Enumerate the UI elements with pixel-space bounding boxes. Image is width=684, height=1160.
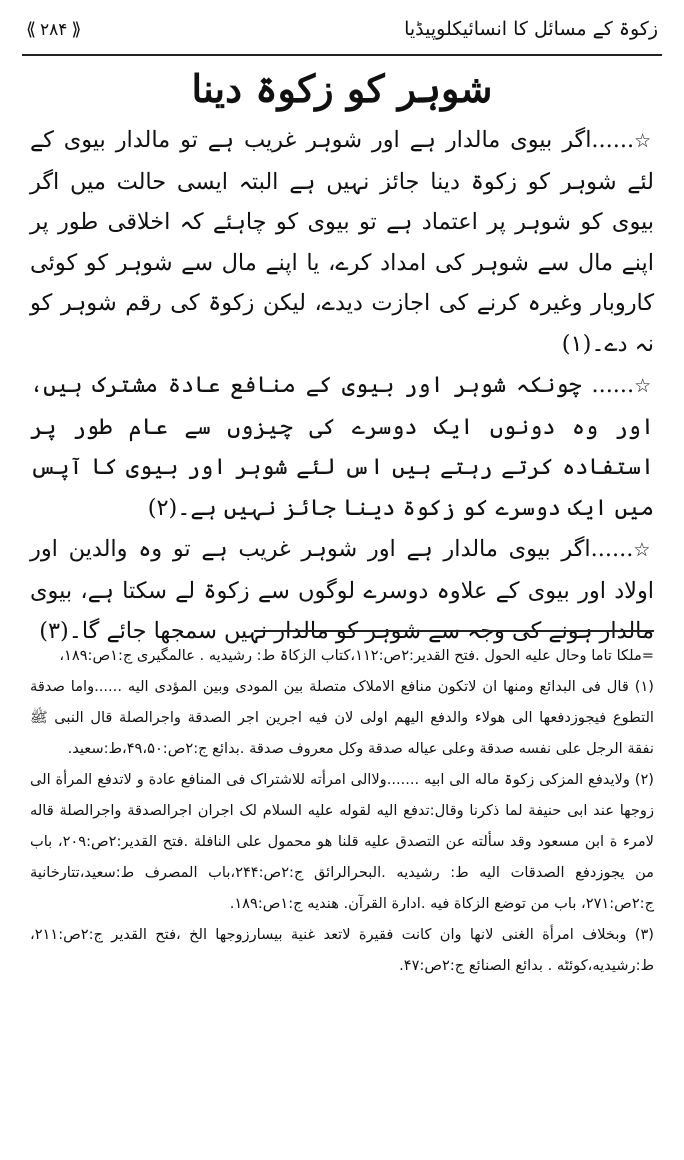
footnote-divider: [254, 630, 654, 632]
paragraph-text: ......اگر بیوی مالدار ہے اور شوہر غریب ہے تو وہ والدین اور اولاد اور بیوی کے علاوہ دوسرے لوگوں سے زکوۃ لے سکتا ہے، بیوی مالدار ہونے کی وجہ سے شوہر کو مالدار نہیں سمجھا جائے گا۔(۳): [30, 536, 654, 644]
footnote: (۳) وبخلاف امرأة الغنی لانها وان کانت فقیرة لاتعد غنیة بیسارزوجها الخ ،فتح القدیر ج:۲ص:۲۱۱، ط:رشیدیه،کوئٹه . بدائع الصنائع ج:۲ص:۴۷.: [30, 926, 654, 974]
page-header: [22, 14, 662, 56]
paragraph-text: ......اگر بیوی مالدار ہے اور شوہر غریب ہے تو مالدار بیوی کے لئے شوہر کو زکوۃ دینا جائز نہیں ہے البتہ ایسی حالت میں اگر بیوی کو شوہر پر اعتماد ہے تو بیوی کو چاہئے کہ اخلاقی طور پر اپنے مال سے شوہر کی امداد کرے، یا اپنے مال سے شوہر کو کوئی کاروبار وغیرہ کرنے کی اجازت دیدے، لیکن زکوۃ کی رقم شوہر کو نہ دے۔(۱): [30, 127, 654, 357]
footnote: =ملکا تاما وحال علیه الحول .فتح القدیر:۲ص:۱۱۲،کتاب الزکاۃ ط: رشیدیه . عالمگیری ج:۱ص:۱۸۹،: [59, 647, 654, 664]
book-title: زکوۃ کے مسائل کا انسائیکلوپیڈیا: [404, 18, 658, 40]
ornament-right-icon: ⟫: [71, 19, 82, 40]
footnote: (۲) ولایدفع المزکی زکوۃ ماله الی ابیه .......ولاالی امرأته للاشتراک فی المنافع عادة و لاتدفع المرأة الی زوجها عند ابی حنیفة لما ذکرنا وقال:تدفع الیه لقوله علیه السلام لک اجران اجرالصدقة واجرالصلة قاله لامرء ة ابن مسعود وقد سألته عن التصدق علیه قلنا هو محمول علی النافلة .فتح القدیر:۲ص:۲۰۹، باب من یجوزدفع الصدقات الیه ط: رشیدیه .البحرالرائق ج:۲ص:۲۴۴،باب المصرف ط:سعید،تتارخانیة ج:۲ص:۲۷۱، باب من توضع الزکاة فیه .ادارة القرآن. هندیه ج:۱ص:۱۸۹.: [30, 771, 654, 912]
page-number: ۲۸۴: [40, 20, 68, 40]
ornament-left-icon: ⟪: [26, 19, 37, 40]
footnote: (۱) قال فی البدائع ومنها ان لاتکون منافع الاملاک متصلة بین المودی وبین المؤدی الیه ......واما صدقة التطوع فیجوزدفعها الی هولاء والدفع الیهم اولی لان فیه اجرین اجر الصدقة واجرالصلة قال النبی ﷺ نفقة الرجل علی نفسه صدقة وعلی عیاله صدقة وکل معروف صدقة .بدائع ج:۲ص:۴۹،۵۰،ط:سعید.: [30, 678, 654, 757]
star-icon: ☆: [634, 130, 654, 152]
page-number-box: [26, 20, 81, 40]
chapter-title: شوہر کو زکوۃ دینا: [191, 66, 493, 111]
paragraph: [30, 365, 654, 528]
main-text: [30, 120, 654, 652]
paragraph-text: ...... چونکہ شوہر اور بیوی کے منافع عادۃ مشترک ہیں، اور وہ دونوں ایک دوسرے کی چیزوں سے عام طور پر استفادہ کرتے رہتے ہیں اس لئے شوہر اور بیوی کا آپس میں ایک دوسرے کو زکوۃ دینا جائز نہیں ہے۔(۲): [30, 372, 654, 521]
header-divider: [22, 54, 662, 56]
paragraph: [30, 120, 654, 364]
paragraph: [30, 529, 654, 652]
footnotes: [30, 640, 654, 981]
star-icon: ☆: [633, 539, 654, 561]
star-icon: ☆: [634, 375, 654, 397]
